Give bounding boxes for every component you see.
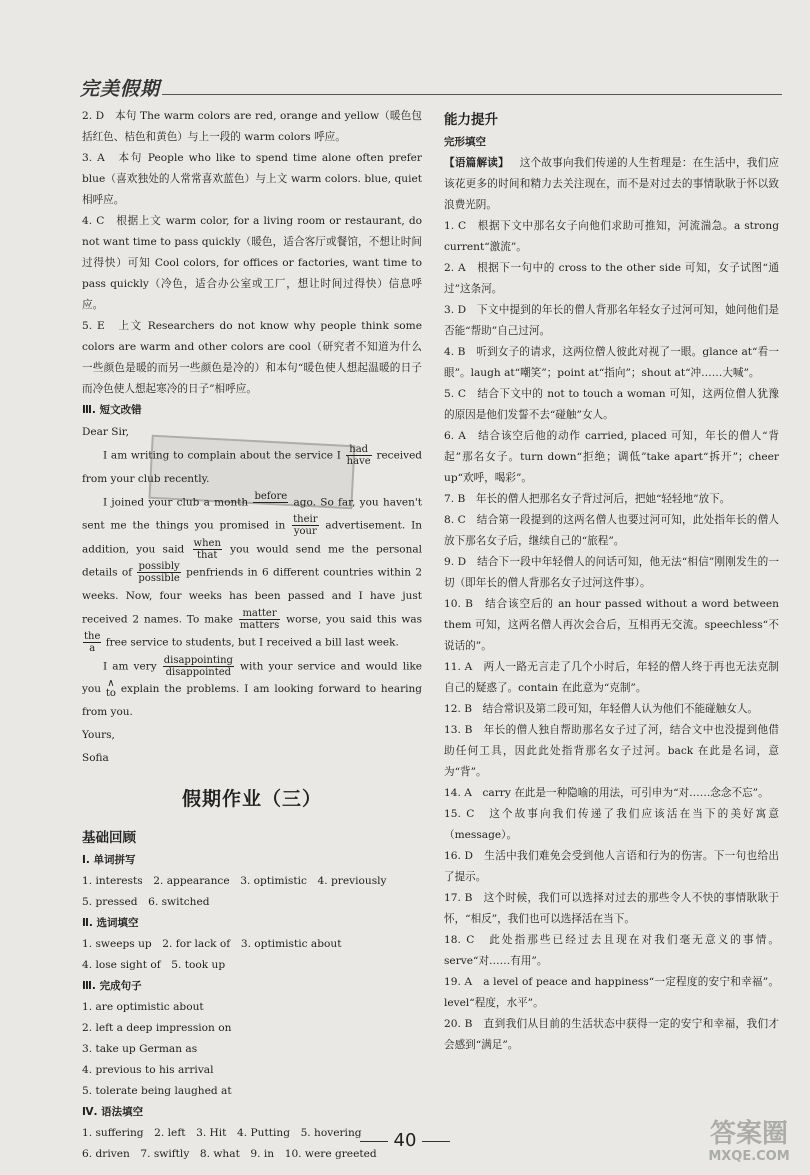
right-column [444, 106, 779, 1056]
answer-item: 14. A carry 在此是一种隐喻的用法，可引申为“对……念念不忘”。 [444, 787, 769, 799]
answer-item: 2. D 本句 The warm colors are red, orange and yellow（暖色包括红色、桔色和黄色）与上一段的 warm colors 呼应。 [82, 110, 422, 143]
section-heading: Ⅳ. 语法填空 [82, 1106, 144, 1118]
answer-line: 5. pressed 6. switched [82, 896, 210, 908]
answer-item: 4. C 根据上文 warm color, for a living room or restaurant, do not want time to pass quickly（暖色，适合客厅或餐馆，不想让时间过得快）可知 Cool colors, for offices or factories, want time to pass quickly（冷色，适合办公室或工厂，想让时间过得快）信息呼应。 [82, 215, 422, 311]
answer-line: 4. previous to his arrival [82, 1064, 214, 1076]
answer-item: 16. D 生活中我们难免会受到他人言语和行为的伤害。下一句也给出了提示。 [444, 850, 779, 883]
answer-item: 13. B 年长的僧人独自帮助那名女子过了河，结合文中也没提到他借助任何工具，因此此处指背那名女子过河。back 在此是名词，意为“背”。 [444, 724, 779, 778]
answer-line: 5. tolerate being laughed at [82, 1085, 232, 1097]
answer-item: 6. A 结合该空后他的动作 carried, placed 可知，年长的僧人“背起”那名女子。turn down“拒绝；调低”take apart“拆开”；cheer up“欢呼，喝彩”。 [444, 430, 779, 484]
letter-paragraph: I am very $\frac{\text{disappointing}}{\text{disappointed}}$ with your service and would like you ∧ to explain the problems. I am looking forward to hearing from you. [82, 654, 423, 718]
answer-line: 1. sweeps up 2. for lack of 3. optimistic about [82, 938, 342, 950]
answer-line: 1. are optimistic about [82, 1001, 204, 1013]
answer-item: 9. D 结合下一段中年轻僧人的问话可知，他无法“相信”刚刚发生的一切（即年长的僧人背那名女子过河这件事）。 [444, 556, 779, 589]
correction-mark: $\frac{\text{the}}{a}$ [84, 631, 101, 654]
answer-line: 1. suffering 2. left 3. Hit 4. Putting 5. hovering [82, 1127, 362, 1139]
section-heading: 能力提升 [444, 112, 498, 128]
insert-mark: ∧ to [105, 678, 116, 699]
answer-item: 17. B 这个时候，我们可以选择对过去的那些令人不快的事情耿耿于怀，“相反”，我们也可以选择活在当下。 [444, 892, 779, 925]
letter-paragraph: I joined your club a month before ago. So far, you haven't sent me the things you promised in $\frac{\text{their}}{\text{your}}$ advertisement. In addition, you said $\frac{\text{when}}{\text{that}}$ you would send me the personal details of $\frac{\text{possibly}}{\text{possible}}$ penfriends in 6 different countries within 2 weeks. Now, four weeks has been passed and I have just received 2 names. To make $\frac{\text{matter}}{\text{matters}}$ worse, you said this was $\frac{\text{the}}{a}$ free service to students, but I received a bill last week. [82, 490, 423, 654]
answer-item: 5. E 上文 Researchers do not know why people think some colors are warm and other colors are cool（研究者不知道为什么一些颜色是暖的而另一些颜色是冷的）和本句“暖色使人想起温暖的日子而冷色使人想起寒冷的日子”相呼应。 [82, 320, 422, 395]
page-number: 40 [0, 1130, 810, 1151]
answer-item: 15. C 这个故事向我们传递了我们应该活在当下的美好寓意（message）。 [444, 808, 779, 841]
answer-line: 6. driven 7. swiftly 8. what 9. in 10. were greeted [82, 1148, 377, 1160]
correction-mark: before [254, 490, 288, 502]
letter-signature: Sofia [82, 752, 109, 764]
correction-letter [82, 421, 422, 770]
answer-item: 1. C 根据下文中那名女子向他们求助可推知，河流湍急。a strong current“激流”。 [444, 220, 779, 253]
correction-mark: $\frac{\text{when}}{\text{that}}$ [193, 537, 221, 561]
section-heading: Ⅲ. 完成句子 [82, 980, 142, 992]
answer-item: 4. B 听到女子的请求，这两位僧人彼此对视了一眼。glance at“看一眼”。laugh at“嘲笑”；point at“指向”；shout at“冲……大喊”。 [444, 346, 779, 379]
answer-item: 20. B 直到我们从目前的生活状态中获得一定的安宁和幸福，我们才会感到“满足”。 [444, 1018, 779, 1051]
answer-line: 2. left a deep impression on [82, 1022, 232, 1034]
letter-paragraph: I am writing to complain about the service I $\frac{\text{had}}{\text{have}}$ received from your club recently. [82, 444, 423, 485]
left-column [82, 106, 422, 1165]
letter-salutation: Dear Sir, [82, 426, 130, 438]
answer-item: 3. A 本句 People who like to spend time alone often prefer blue（喜欢独处的人常常喜欢蓝色）与上文 warm colors. blue, quiet 相呼应。 [82, 152, 422, 206]
section-heading: Ⅰ. 单词拼写 [82, 854, 136, 866]
section-heading: 完形填空 [444, 136, 486, 148]
answer-item: 8. C 结合第一段提到的这两名僧人也要过河可知，此处指年长的僧人放下那名女子后，继续自己的“旅程”。 [444, 514, 779, 547]
answer-line: 4. lose sight of 5. took up [82, 959, 226, 971]
answer-line: 1. interests 2. appearance 3. optimistic 4. previously [82, 875, 387, 887]
header-rule [162, 94, 782, 95]
brand-logo: 完美假期 [80, 78, 161, 100]
answer-item: 5. C 结合下文中的 not to touch a woman 可知，这两位僧人犹豫的原因是他们发誓不去“碰触”女人。 [444, 388, 779, 421]
section-heading: Ⅱ. 选词填空 [82, 917, 139, 929]
correction-mark: $\frac{\text{possibly}}{\text{possible}}$ [138, 561, 180, 584]
passage-intro: 【语篇解读】 这个故事向我们传递的人生哲理是：在生活中，我们应该花更多的时间和精力去关注现在，而不是对过去的事情耿耿于怀以致浪费光阴。 [444, 157, 780, 211]
answer-item: 7. B 年长的僧人把那名女子背过河后，把她“轻轻地”放下。 [444, 493, 731, 505]
section-heading: Ⅲ. 短文改错 [82, 404, 142, 416]
answer-item: 18. C 此处指那些已经过去且现在对我们毫无意义的事情。serve“对……有用”。 [444, 934, 779, 967]
correction-mark: $\frac{\text{matter}}{\text{matters}}$ [239, 607, 280, 631]
correction-mark: $\frac{\text{disappointing}}{\text{disappointed}}$ [163, 654, 233, 678]
section-heading: 基础回顾 [82, 830, 136, 846]
answer-item: 3. D 下文中提到的年长的僧人背那名年轻女子过河可知，她问他们是否能“帮助”自己过河。 [444, 304, 779, 337]
site-watermark: 答案圈 MXQE.COM [708, 1119, 790, 1164]
page-title: 假期作业（三） [181, 788, 322, 810]
answer-item: 19. A a level of peace and happiness“一定程度的安宁和幸福”。level“程度，水平”。 [444, 976, 779, 1009]
correction-mark: $\frac{\text{had}}{\text{have}}$ [346, 444, 371, 467]
answer-item: 10. B 结合该空后的 an hour passed without a word between them 可知，这两名僧人再次会合后，互相再无交流。speechless“不说话的”。 [444, 598, 779, 652]
letter-closing: Yours, [82, 729, 115, 741]
answer-line: 3. take up German as [82, 1043, 198, 1055]
answer-item: 11. A 两人一路无言走了几个小时后，年轻的僧人终于再也无法克制自己的疑惑了。contain 在此意为“克制”。 [444, 661, 779, 694]
correction-mark: $\frac{\text{their}}{\text{your}}$ [293, 514, 318, 537]
answer-item: 12. B 结合常识及第二段可知，年轻僧人认为他们不能碰触女人。 [444, 703, 759, 715]
answer-item: 2. A 根据下一句中的 cross to the other side 可知，女子试图“通过”这条河。 [444, 262, 779, 295]
